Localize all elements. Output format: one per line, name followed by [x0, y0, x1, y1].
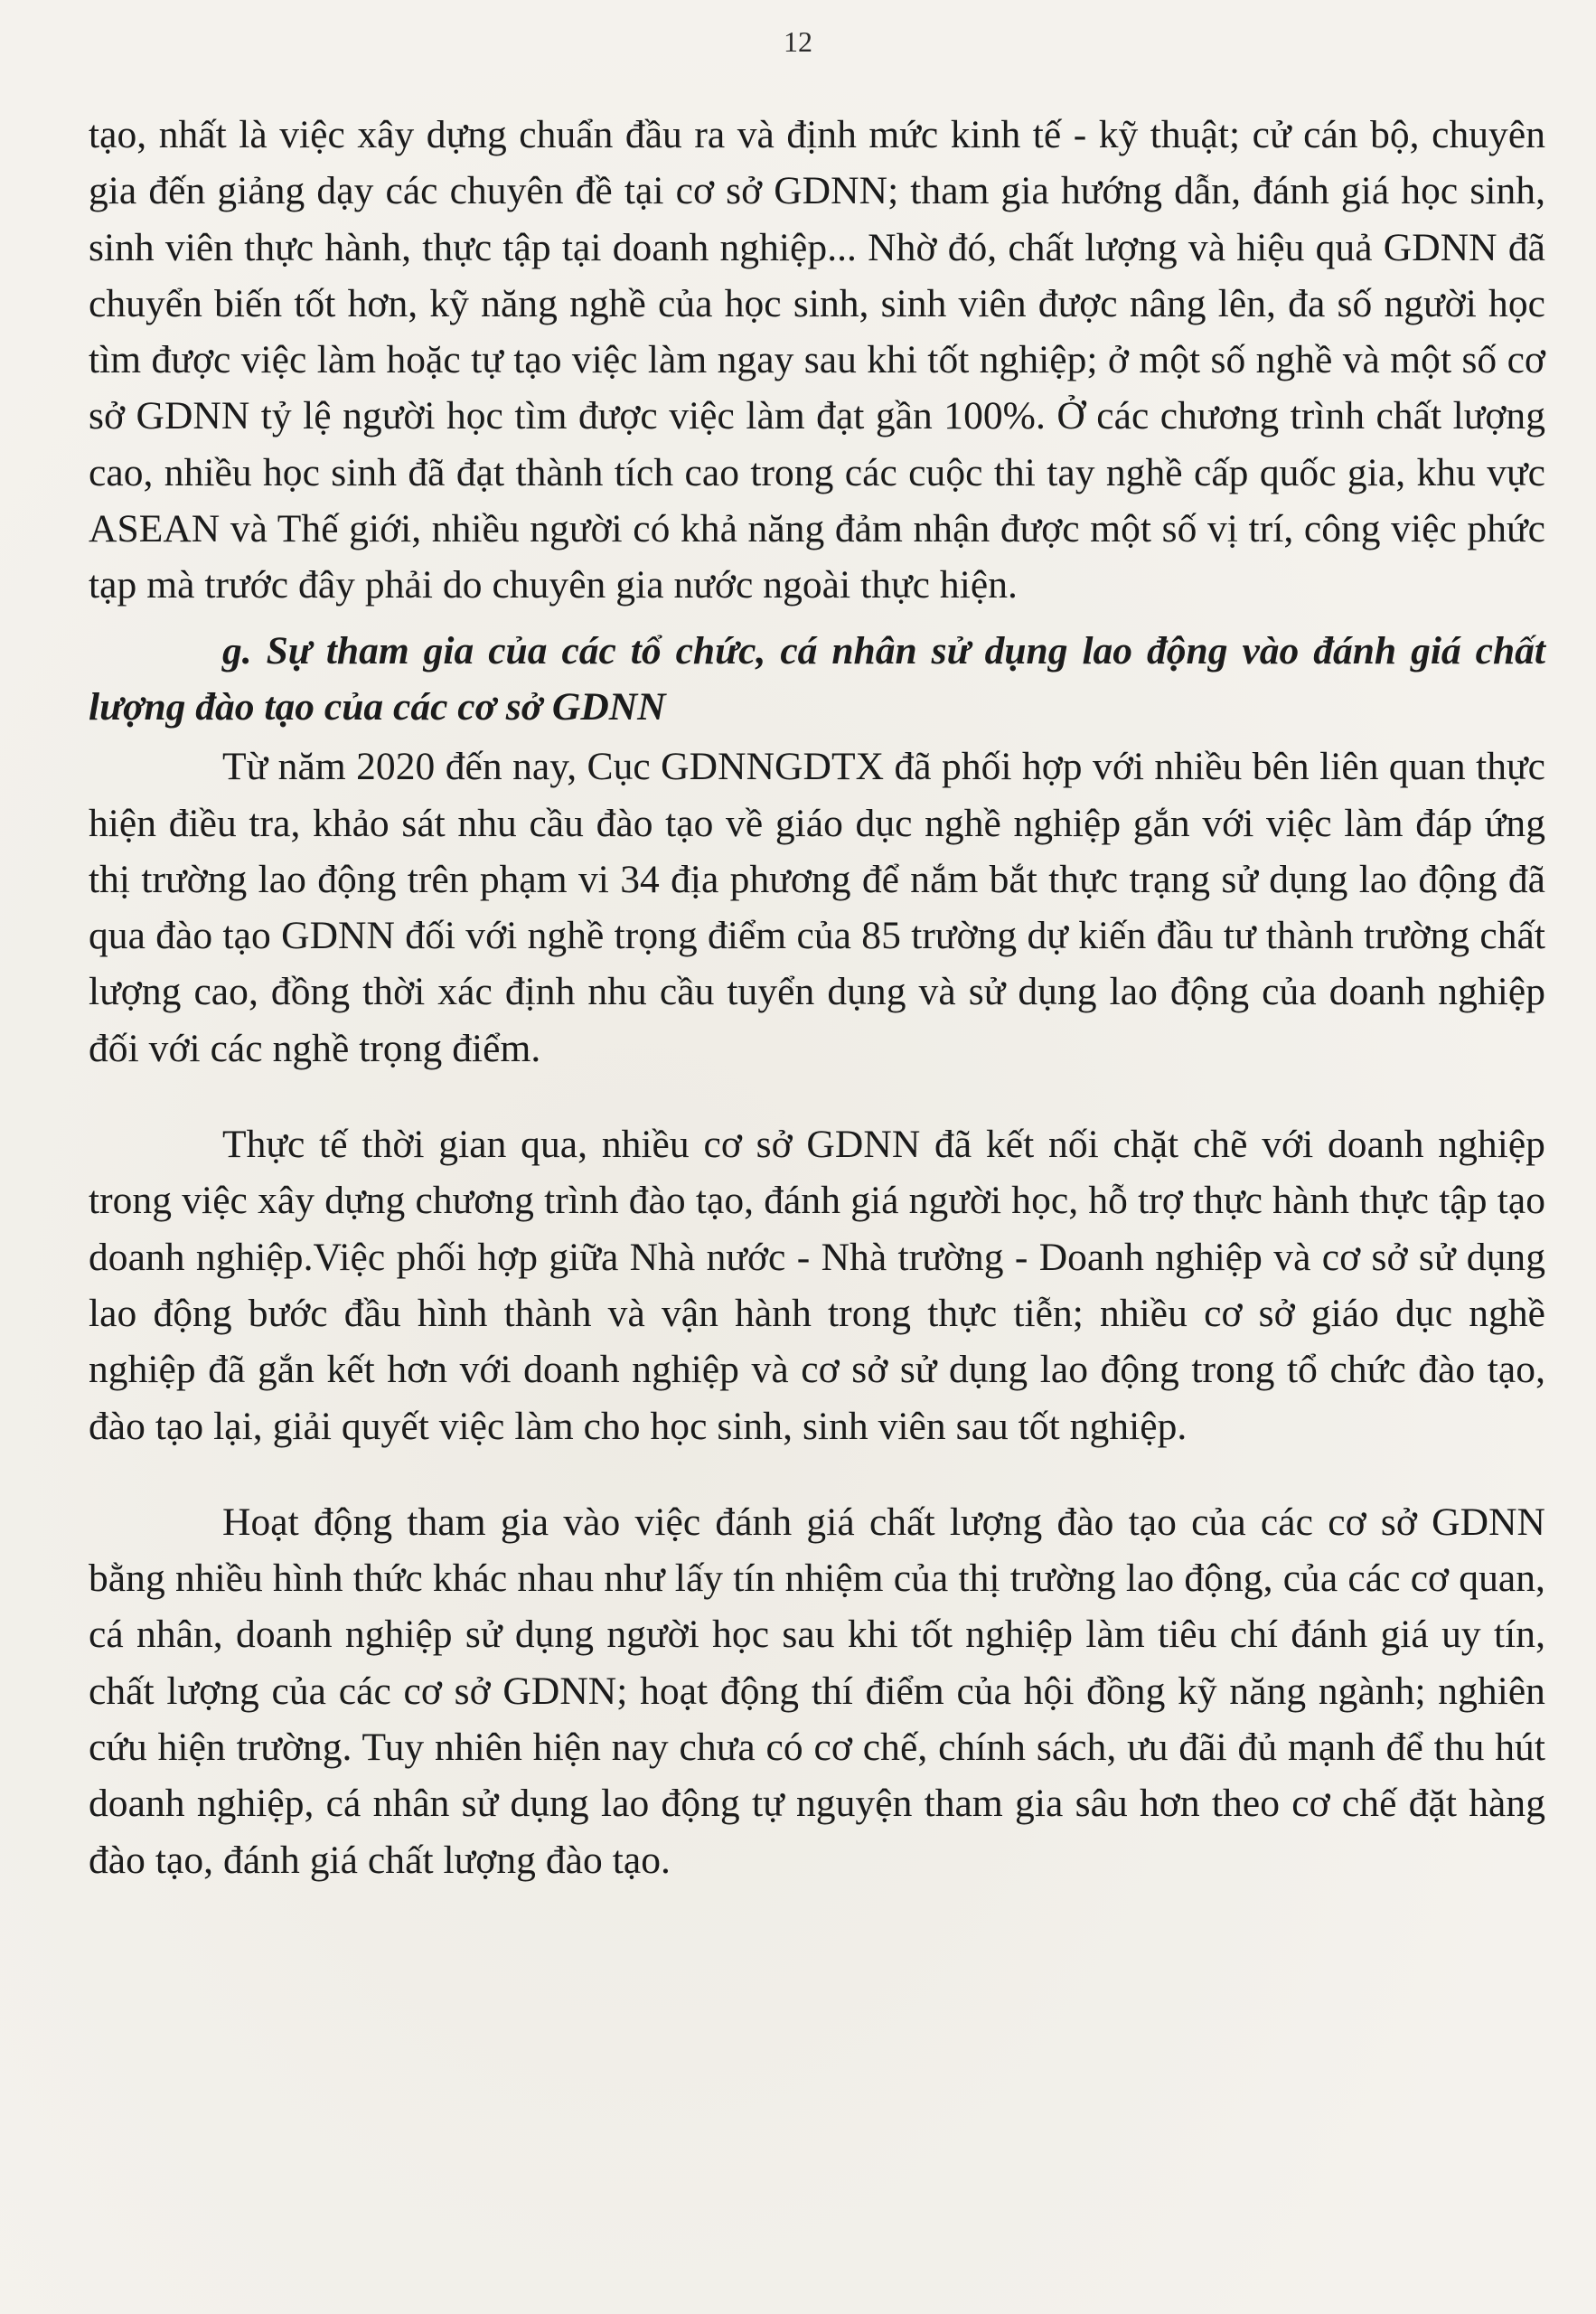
page-number: 12 [784, 25, 812, 58]
paragraph-continuation: tạo, nhất là việc xây dựng chuẩn đầu ra và định mức kinh tế - kỹ thuật; cử cán bộ, chuyên gia đến giảng dạy các chuyên đề tại cơ sở GDNN; tham gia hướng dẫn, đánh giá học sinh, sinh viên thực hành, thực tập tại doanh nghiệp... Nhờ đó, chất lượng và hiệu quả GDNN đã chuyển biến tốt hơn, kỹ năng nghề của học sinh, sinh viên được nâng lên, đa số người học tìm được việc làm hoặc tự tạo việc làm ngay sau khi tốt nghiệp; ở một số nghề và một số cơ sở GDNN tỷ lệ người học tìm được việc làm đạt gần 100%. Ở các chương trình chất lượng cao, nhiều học sinh đã đạt thành tích cao trong các cuộc thi tay nghề cấp quốc gia, khu vực ASEAN và Thế giới, nhiều người có khả năng đảm nhận được một số vị trí, công việc phức tạp mà trước đây phải do chuyên gia nước ngoài thực hiện. [89, 113, 1545, 607]
page-content [89, 107, 1545, 1888]
body-paragraph-1: Từ năm 2020 đến nay, Cục GDNNGDTX đã phối hợp với nhiều bên liên quan thực hiện điều tra, khảo sát nhu cầu đào tạo về giáo dục nghề nghiệp gắn với việc làm đáp ứng thị trường lao động trên phạm vi 34 địa phương để nắm bắt thực trạng sử dụng lao động đã qua đào tạo GDNN đối với nghề trọng điểm của 85 trường dự kiến đầu tư thành trường chất lượng cao, đồng thời xác định nhu cầu tuyển dụng và sử dụng lao động của doanh nghiệp đối với các nghề trọng điểm. [89, 745, 1545, 1070]
body-paragraph-2: Thực tế thời gian qua, nhiều cơ sở GDNN đã kết nối chặt chẽ với doanh nghiệp trong việc xây dựng chương trình đào tạo, đánh giá người học, hỗ trợ thực hành thực tập tạo doanh nghiệp.Việc phối hợp giữa Nhà nước - Nhà trường - Doanh nghiệp và cơ sở sử dụng lao động bước đầu hình thành và vận hành trong thực tiễn; nhiều cơ sở giáo dục nghề nghiệp đã gắn kết hơn với doanh nghiệp và cơ sở sử dụng lao động trong tổ chức đào tạo, đào tạo lại, giải quyết việc làm cho học sinh, sinh viên sau tốt nghiệp. [89, 1123, 1545, 1448]
body-paragraph-3: Hoạt động tham gia vào việc đánh giá chất lượng đào tạo của các cơ sở GDNN bằng nhiều hình thức khác nhau như lấy tín nhiệm của thị trường lao động, của các cơ quan, cá nhân, doanh nghiệp sử dụng người học sau khi tốt nghiệp làm tiêu chí đánh giá uy tín, chất lượng của các cơ sở GDNN; hoạt động thí điểm của hội đồng kỹ năng ngành; nghiên cứu hiện trường. Tuy nhiên hiện nay chưa có cơ chế, chính sách, ưu đãi đủ mạnh để thu hút doanh nghiệp, cá nhân sử dụng lao động tự nguyện tham gia sâu hơn theo cơ chế đặt hàng đào tạo, đánh giá chất lượng đào tạo. [89, 1500, 1545, 1882]
section-heading: g. Sự tham gia của các tổ chức, cá nhân sử dụng lao động vào đánh giá chất lượng đào tạo của các cơ sở GDNN [89, 628, 1545, 729]
